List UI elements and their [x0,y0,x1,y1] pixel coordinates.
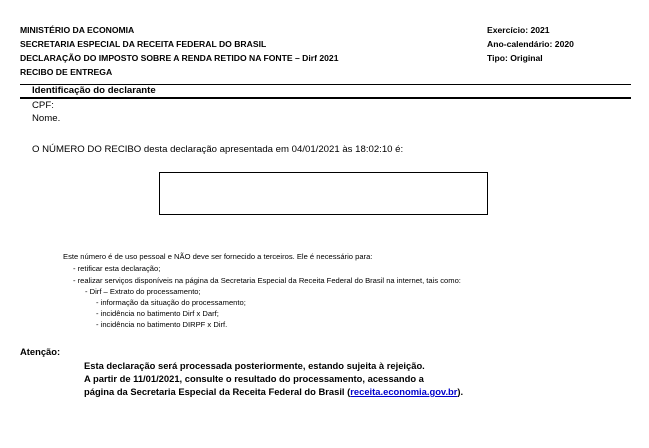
notes-item-dirf-darf: - incidência no batimento Dirf x Darf; [96,309,219,318]
calendar-year: Ano-calendário: 2020 [487,39,574,49]
attention-line-2: A partir de 11/01/2021, consulte o resultado do processamento, acessando a [84,373,424,384]
attention-line-3-suffix: ). [457,386,464,397]
receita-link[interactable]: receita.economia.gov.br [350,386,458,397]
notes-intro: Este número é de uso pessoal e NÃO deve ser fornecido a terceiros. Ele é necessário para: [63,252,373,261]
notes-item-status: - informação da situação do processamento; [96,298,246,307]
attention-line-1: Esta declaração será processada posteriormente, estando sujeita à rejeição. [84,360,425,371]
receipt-number-text: O NÚMERO DO RECIBO desta declaração apresentada em 04/01/2021 às 18:02:10 é: [32,144,404,155]
receipt-title: RECIBO DE ENTREGA [20,67,113,77]
attention-line-3 [84,385,463,398]
header-right [487,23,574,65]
declaration-type: Tipo: Original [487,53,543,63]
attention-line-3-prefix: página da Secretaria Especial da Receita Federal do Brasil ( [84,386,351,397]
notes-item-dirpf-dirf: - incidência no batimento DIRPF x Dirf. [96,320,228,329]
declaration-title: DECLARAÇÃO DO IMPOSTO SOBRE A RENDA RETIDO NA FONTE – Dirf 2021 [20,53,339,63]
section-title-declarant: Identificação do declarante [32,85,156,96]
secretariat-name: SECRETARIA ESPECIAL DA RECEITA FEDERAL DO BRASIL [20,39,267,49]
exercise-year: Exercício: 2021 [487,25,550,35]
attention-label: Atenção: [20,346,61,357]
header-left [20,23,338,79]
notes-item-rectify: - retificar esta declaração; [73,264,161,273]
notes-item-services: - realizar serviços disponíveis na página da Secretaria Especial da Receita Federal do Brasil na internet, tais como: [73,276,461,285]
cpf-label: CPF: [32,100,54,111]
section-bottom-rule [20,97,631,99]
notes-item-extract: - Dirf – Extrato do processamento; [85,287,201,296]
attention-text [84,359,463,398]
ministry-name: MINISTÉRIO DA ECONOMIA [20,25,135,35]
receipt-number-box [159,172,488,215]
name-label: Nome. [32,113,61,124]
